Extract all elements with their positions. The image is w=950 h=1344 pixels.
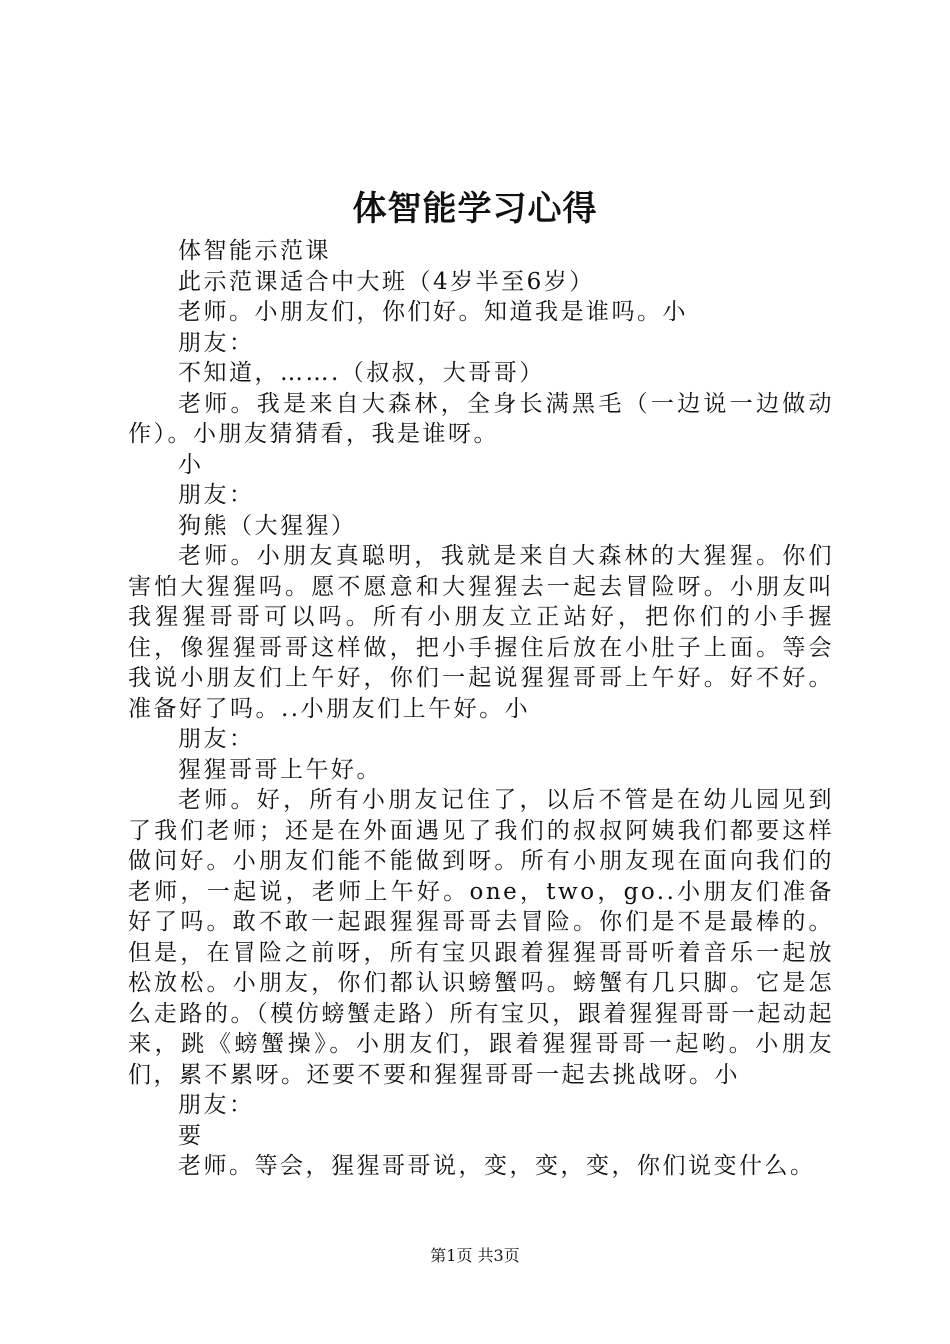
paragraph: 要 [178,1122,204,1149]
paragraph: 老师。等会，猩猩哥哥说，变，变，变，你们说变什么。 [178,1153,816,1179]
paragraph: 小 [178,451,204,478]
paragraph: 朋友： [178,329,255,356]
paragraph: 老师。小朋友真聪明，我就是来自大森林的大猩猩。你们害怕大猩猩吗。愿不愿意和大猩猩去一起去冒险呀。小朋友叫我猩猩哥哥可以吗。所有小朋友立正站好，把你们的小手握住，像猩猩哥哥这样做，把小手握住后放在小肚子上面。等会我说小朋友们上午好，你们一起说猩猩哥哥上午好。好不好。准备好了吗。..小朋友们上午好。小 [128,543,834,722]
paragraph: 老师。小朋友们，你们好。知道我是谁吗。小 [178,299,688,325]
paragraph: 体智能示范课 [178,238,331,264]
page-footer: 第1页 共3页 [430,1246,520,1265]
document-title: 体智能学习心得 [352,189,598,229]
paragraph: 朋友： [178,1092,255,1118]
paragraph: 猩猩哥哥上午好。 [178,756,382,783]
document-body [128,236,834,1182]
paragraph: 狗熊（大猩猩） [178,512,357,539]
paragraph: 不知道，…….（叔叔，大哥哥） [178,360,545,386]
paragraph: 朋友： [178,726,255,752]
paragraph: 老师。我是来自大森林，全身长满黑毛（一边说一边做动作）。小朋友猜猜看，我是谁呀。 [128,390,834,447]
paragraph: 此示范课适合中大班（4岁半至6岁） [178,268,595,295]
paragraph: 老师。好，所有小朋友记住了，以后不管是在幼儿园见到了我们老师；还是在外面遇见了我们的叔叔阿姨我们都要这样做问好。小朋友们能不能做到呀。所有小朋友现在面向我们的老师，一起说，老师上午好。one，two，go..小朋友们准备好了吗。敢不敢一起跟猩猩哥哥去冒险。你们是不是最棒的。但是，在冒险之前呀，所有宝贝跟着猩猩哥哥听着音乐一起放松放松。小朋友，你们都认识螃蟹吗。螃蟹有几只脚。它是怎么走路的。（模仿螃蟹走路）所有宝贝，跟着猩猩哥哥一起动起来，跳《螃蟹操》。小朋友们，跟着猩猩哥哥一起哟。小朋友们，累不累呀。还要不要和猩猩哥哥一起去挑战呀。小 [128,787,834,1088]
paragraph: 朋友： [178,482,255,508]
